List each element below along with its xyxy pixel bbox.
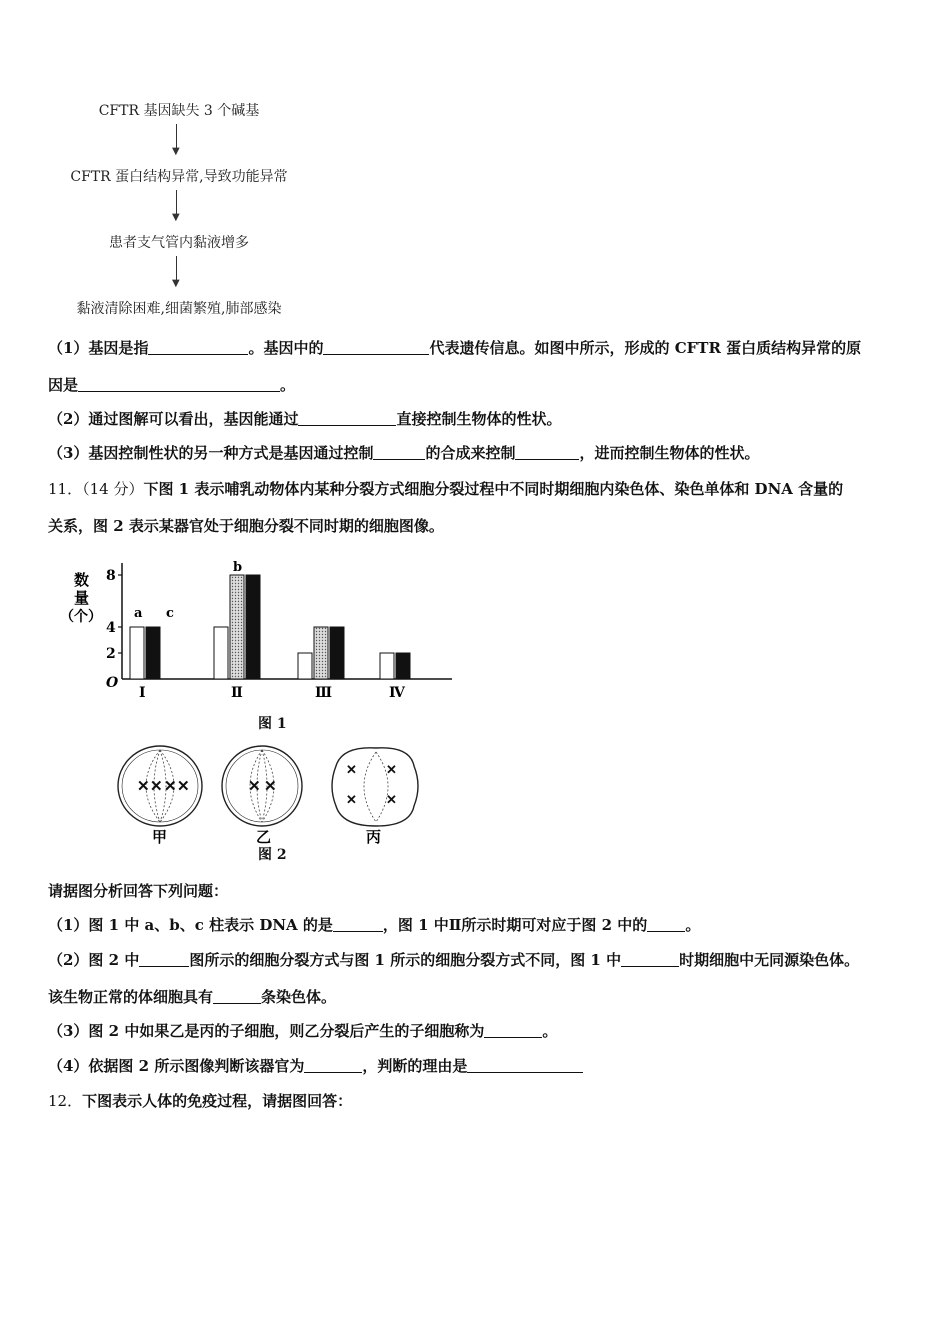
cell-yi — [222, 746, 302, 826]
bar-label-c: c — [166, 606, 174, 621]
answer-blank[interactable] — [333, 917, 383, 932]
text: 的合成来控制 — [425, 444, 516, 462]
bar-label-a: a — [134, 606, 143, 621]
text: ，图 1 中Ⅱ所示时期可对应于图 2 中的 — [382, 916, 648, 934]
bar-b-2 — [230, 575, 244, 679]
bar-a-4 — [380, 653, 394, 679]
answer-blank[interactable] — [139, 952, 189, 967]
cell-label-yi: 乙 — [256, 828, 272, 846]
bar-c-3 — [330, 627, 344, 679]
text: （2）通过图解可以看出，基因能通过 — [48, 410, 299, 428]
y-axis-label-1: 数 — [74, 571, 90, 589]
answer-blank[interactable] — [213, 989, 261, 1004]
text: 。 — [542, 1022, 558, 1040]
text: 直接控制生物体的性状。 — [396, 410, 562, 428]
down-arrow-icon: ▼ — [174, 124, 184, 158]
chromosome-icon: ✕ — [264, 777, 277, 795]
chromosome-icon: ✕ — [248, 777, 261, 795]
bar-a-3 — [298, 653, 312, 679]
text: 该生物正常的体细胞具有 — [48, 988, 214, 1006]
q10-part2 — [48, 408, 561, 429]
q10-part1-line1 — [48, 337, 861, 358]
question-number: 11．（14 分） — [48, 480, 144, 498]
chromosome-icon: ✕ — [150, 777, 163, 795]
q11-sub2-line2 — [48, 986, 336, 1007]
chromosome-icon: ✕ — [177, 777, 190, 795]
answer-blank[interactable] — [304, 1058, 362, 1073]
text: 。 — [685, 916, 701, 934]
q10-part3 — [48, 442, 759, 463]
figure2-caption: 图 2 — [258, 847, 287, 863]
answer-blank[interactable] — [621, 952, 679, 967]
text: 。 — [280, 376, 296, 394]
flow-step-3: 患者支气管内黏液增多 — [109, 235, 249, 251]
q11-intro-line1 — [48, 478, 843, 499]
text: 时期细胞中无同源染色体。 — [679, 951, 860, 969]
answer-blank[interactable] — [298, 411, 396, 426]
q12-line — [48, 1090, 352, 1111]
text: 下图 1 表示哺乳动物体内某种分裂方式细胞分裂过程中不同时期细胞内染色体、染色单体和 DNA 含量的 — [143, 480, 844, 498]
figure1-caption: 图 1 — [258, 716, 287, 732]
figure1-bar-chart — [60, 555, 460, 735]
y-tick-label: 2 — [106, 646, 116, 662]
origin-label: O — [106, 675, 119, 691]
bar-label-b: b — [233, 560, 243, 575]
figure2-cells — [110, 738, 430, 848]
bar-c-1 — [146, 627, 160, 679]
q11-sub3 — [48, 1020, 557, 1041]
y-tick-label: 4 — [106, 620, 116, 636]
answer-blank[interactable] — [148, 340, 248, 355]
x-tick-label: Ⅱ — [231, 685, 243, 701]
flow-step-2: CFTR 蛋白结构异常,导致功能异常 — [70, 169, 288, 185]
text: 因是 — [48, 376, 79, 394]
text: ，判断的理由是 — [362, 1057, 468, 1075]
bar-b-3 — [314, 627, 328, 679]
text: ，进而控制生物体的性状。 — [579, 444, 760, 462]
chromosome-icon: ✕ — [386, 793, 397, 808]
cell-label-bing: 丙 — [366, 828, 382, 846]
answer-blank[interactable] — [78, 377, 280, 392]
bar-c-4 — [396, 653, 410, 679]
q11-sub2-line1 — [48, 949, 859, 970]
chromosome-icon: ✕ — [164, 777, 177, 795]
bar-a-1 — [130, 627, 144, 679]
text: （3）图 2 中如果乙是丙的子细胞，则乙分裂后产生的子细胞称为 — [48, 1022, 485, 1040]
chromosome-icon: ✕ — [346, 763, 357, 778]
chromosome-icon: ✕ — [137, 777, 150, 795]
answer-blank[interactable] — [484, 1023, 542, 1038]
q11-sub4 — [48, 1055, 583, 1076]
text: 代表遗传信息。如图中所示，形成的 CFTR 蛋白质结构异常的原 — [429, 339, 862, 357]
cftr-flowchart — [44, 92, 314, 324]
q11-prompt: 请据图分析回答下列问题： — [48, 882, 229, 900]
q10-part1-line2 — [48, 374, 295, 395]
down-arrow-icon: ▼ — [174, 256, 184, 290]
text: （2）图 2 中 — [48, 951, 140, 969]
text: 。基因中的 — [248, 339, 324, 357]
cell-bing — [332, 748, 418, 826]
answer-blank[interactable] — [373, 445, 425, 460]
text: （1）图 1 中 a、b、c 柱表示 DNA 的是 — [48, 916, 333, 934]
text: 下图表示人体的免疫过程，请据图回答： — [82, 1092, 353, 1110]
bar-a-2 — [214, 627, 228, 679]
cell-label-jia: 甲 — [152, 828, 168, 846]
answer-blank[interactable] — [323, 340, 429, 355]
flow-step-1: CFTR 基因缺失 3 个碱基 — [98, 103, 260, 119]
text: 图所示的细胞分裂方式与图 1 所示的细胞分裂方式不同，图 1 中 — [189, 951, 622, 969]
q11-sub1 — [48, 914, 700, 935]
x-tick-label: Ⅳ — [389, 685, 405, 701]
y-axis-label-3: （个） — [60, 609, 102, 625]
x-tick-label: Ⅰ — [139, 685, 146, 701]
y-tick-label: 8 — [106, 568, 116, 584]
bar-c-2 — [246, 575, 260, 679]
flow-step-4: 黏液清除困难,细菌繁殖,肺部感染 — [76, 301, 282, 317]
down-arrow-icon: ▼ — [174, 190, 184, 224]
q11-intro-line2: 关系，图 2 表示某器官处于细胞分裂不同时期的细胞图像。 — [48, 517, 444, 535]
text: （1）基因是指 — [48, 339, 149, 357]
chromosome-icon: ✕ — [386, 763, 397, 778]
question-number: 12． — [48, 1092, 83, 1110]
answer-blank[interactable] — [515, 445, 579, 460]
answer-blank[interactable] — [467, 1058, 583, 1073]
y-axis-label-2: 量 — [74, 589, 90, 607]
x-tick-label: Ⅲ — [315, 685, 333, 701]
cell-jia — [118, 746, 202, 826]
text: （4）依据图 2 所示图像判断该器官为 — [48, 1057, 305, 1075]
text: （3）基因控制性状的另一种方式是基因通过控制 — [48, 444, 374, 462]
text: 条染色体。 — [261, 988, 337, 1006]
chromosome-icon: ✕ — [346, 793, 357, 808]
answer-blank[interactable] — [647, 917, 685, 932]
